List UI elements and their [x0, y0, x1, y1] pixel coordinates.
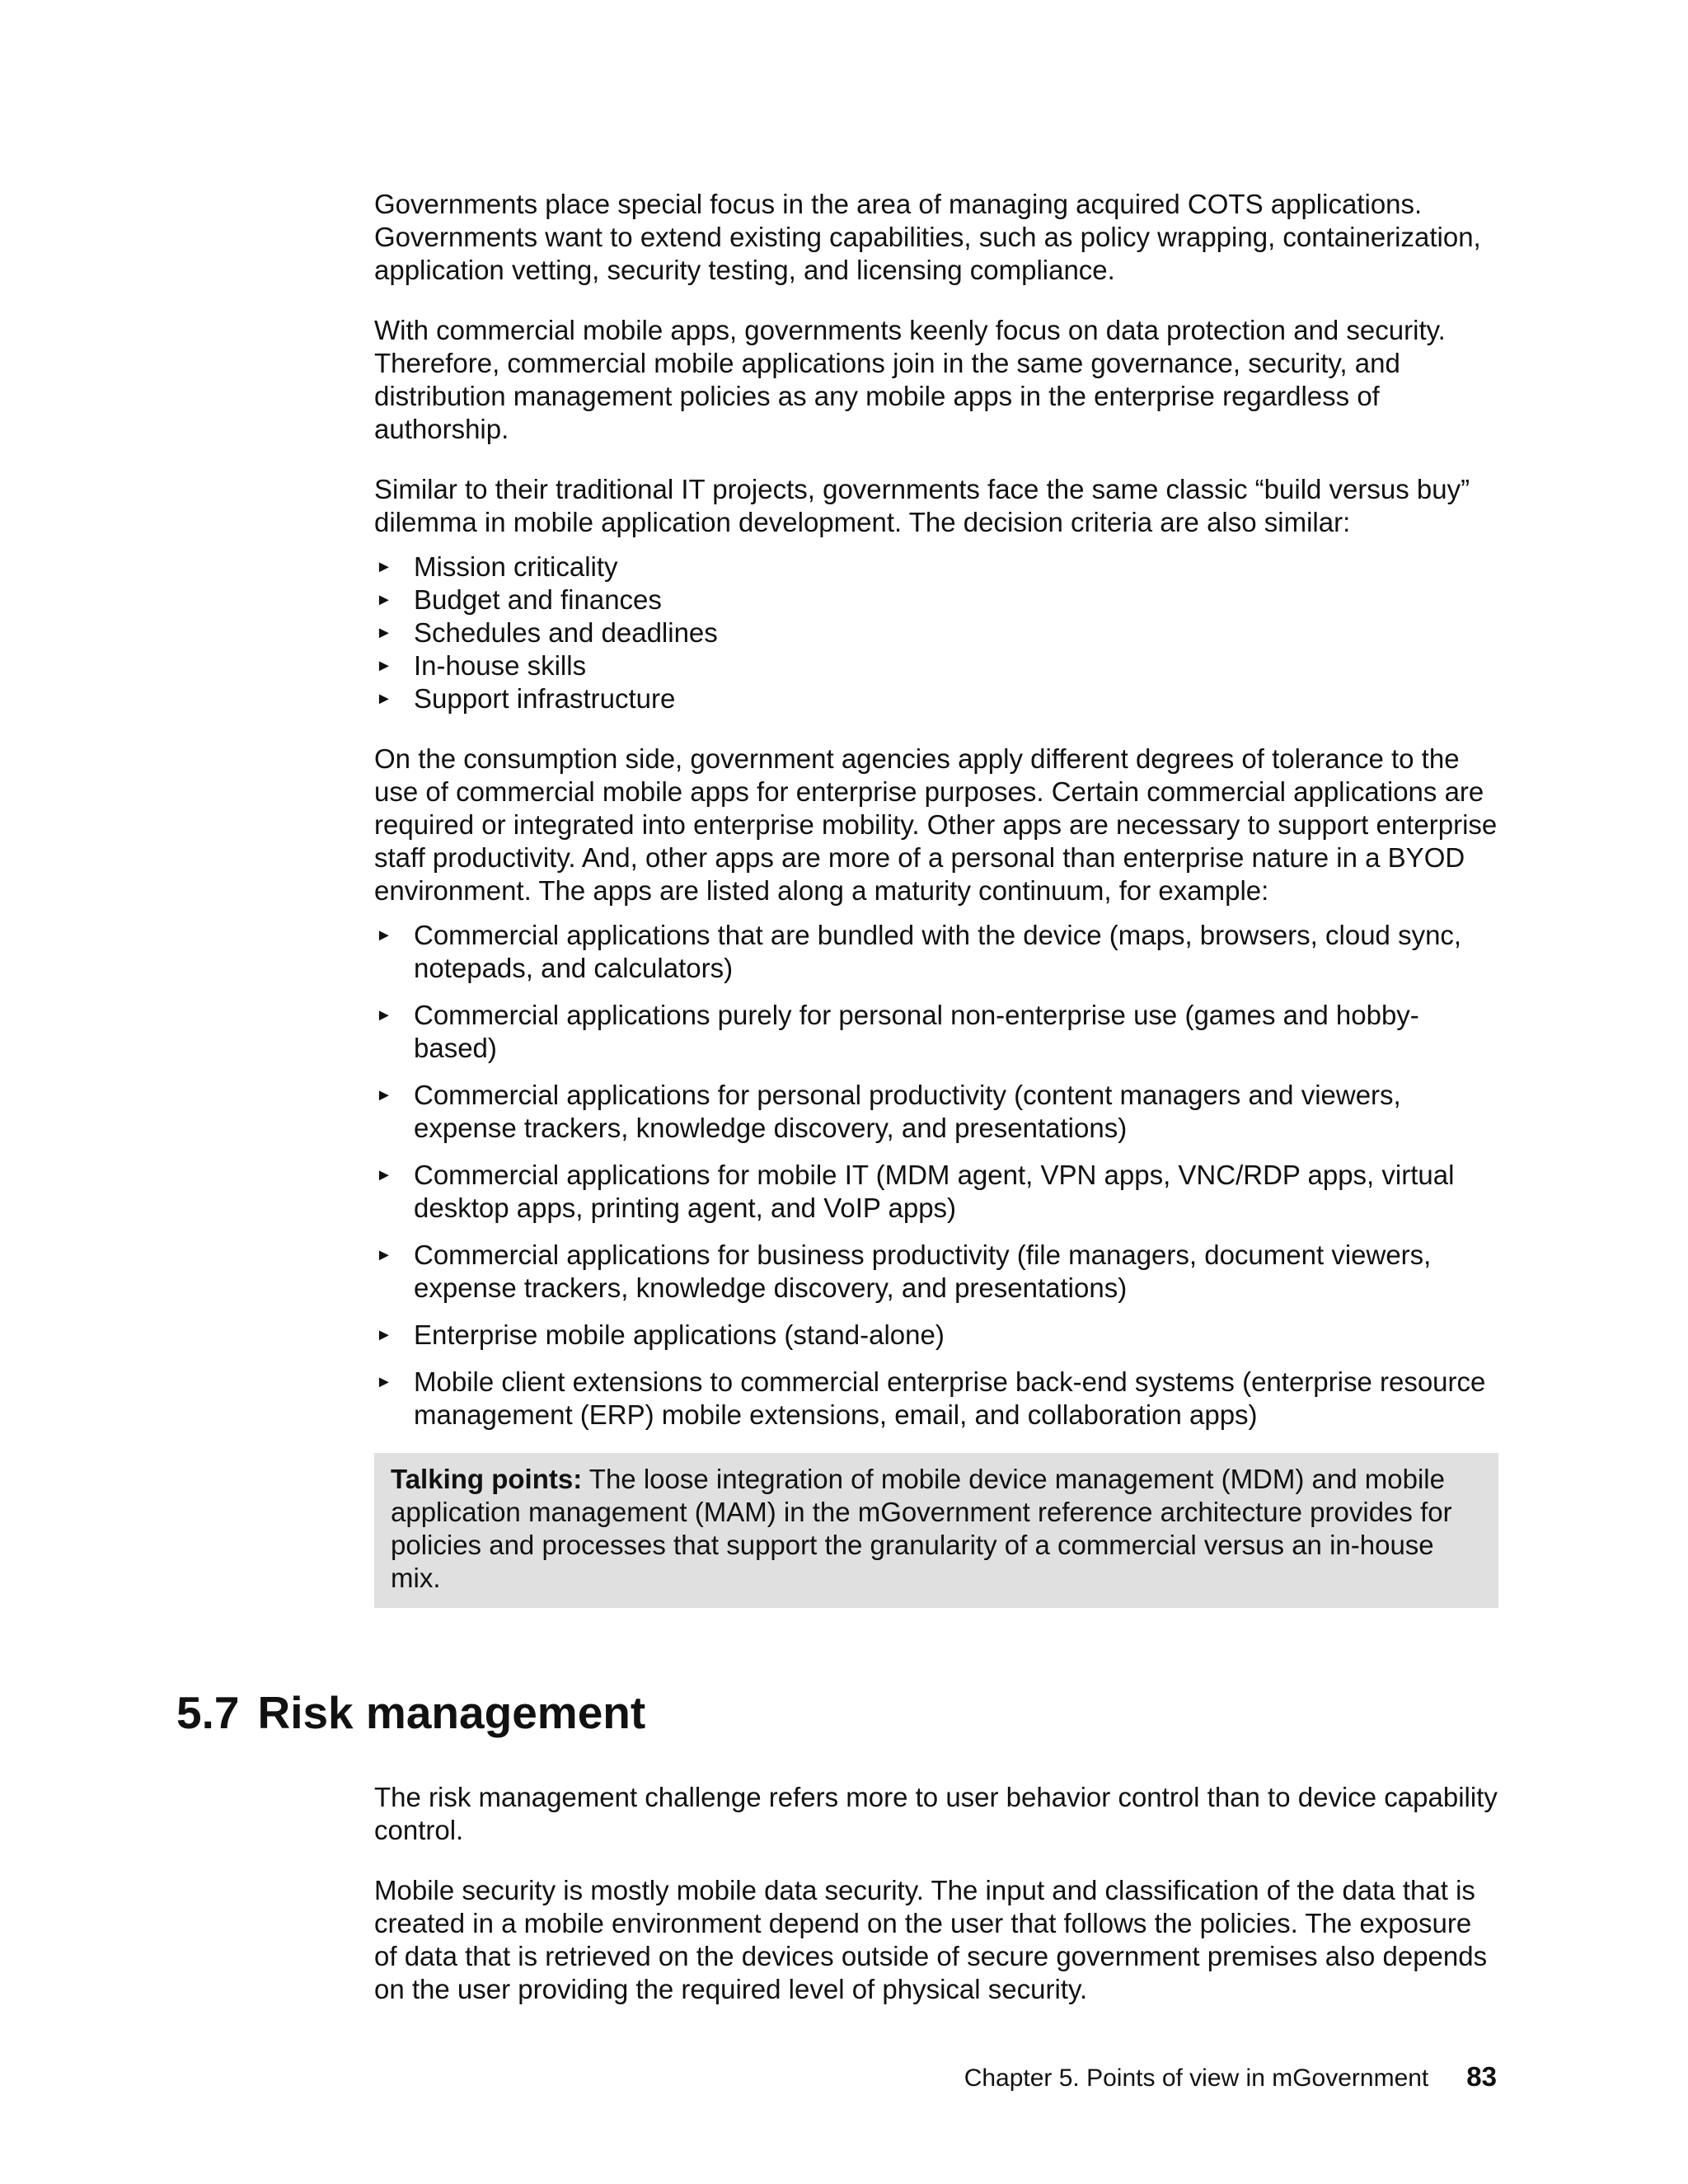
bullet-triangle-icon: ►: [376, 558, 392, 576]
list-item: ► Commercial applications that are bundled with the device (maps, browsers, cloud sync, notepads, and calculators): [376, 920, 1462, 983]
section-heading: [176, 1685, 645, 1740]
main-content: [374, 188, 1498, 1608]
list-item: ► Commercial applications for mobile IT (MDM agent, VPN apps, VNC/RDP apps, virtual desktop apps, printing agent, and VoIP apps): [376, 1160, 1455, 1223]
paragraph-consumption-side: On the consumption side, government agencies apply different degrees of tolerance to the use of commercial mobile apps for enterprise purposes. Certain commercial applications are required or integrated into enterprise mobility. Other apps are necessary to support enterprise staff productivity. And, other apps are more of a personal than enterprise nature in a BYOD environment. The apps are listed along a maturity continuum, for example:: [374, 743, 1498, 906]
list-item: ► In-house skills: [376, 650, 587, 681]
bullet-triangle-icon: ►: [376, 1086, 392, 1104]
bullet-triangle-icon: ►: [376, 657, 392, 675]
list-item: ► Commercial applications for personal productivity (content managers and viewers, expense trackers, knowledge discovery, and presentations): [376, 1080, 1401, 1143]
callout-text: The loose integration of mobile device management (MDM) and mobile application management (MAM) in the mGovernment reference architecture provides for policies and processes that support the granularity of a commercial versus an in-house mix.: [391, 1464, 1452, 1593]
paragraph-risk-challenge: The risk management challenge refers more to user behavior control than to device capability control.: [374, 1782, 1498, 1845]
paragraph-commercial-apps: With commercial mobile apps, governments keenly focus on data protection and security. Therefore, commercial mobile applications join in the same governance, security, and distribution management policies as any mobile apps in the enterprise regardless of authorship.: [374, 315, 1446, 444]
bullet-triangle-icon: ►: [376, 624, 392, 642]
criteria-list: [374, 551, 1498, 715]
bullet-triangle-icon: ►: [376, 1006, 392, 1024]
list-item: ► Schedules and deadlines: [376, 617, 718, 648]
footer-chapter-title: Chapter 5. Points of view in mGovernment: [964, 2064, 1429, 2092]
maturity-continuum-list: [374, 919, 1498, 1432]
section-content: [374, 1781, 1498, 2033]
paragraph-cots: Governments place special focus in the area of managing acquired COTS applications. Governments want to extend existing capabilities, such as policy wrapping, containerization, application vetting, security testing, and licensing compliance.: [374, 189, 1481, 285]
section-title: Risk management: [257, 1687, 646, 1738]
bullet-triangle-icon: ►: [376, 591, 392, 609]
list-item: ► Support infrastructure: [376, 683, 676, 714]
callout-label: Talking points:: [391, 1464, 583, 1494]
list-item: ► Enterprise mobile applications (stand-alone): [376, 1319, 945, 1350]
page-number: 83: [1466, 2061, 1497, 2092]
list-item: ► Mobile client extensions to commercial enterprise back-end systems (enterprise resource management (ERP) mobile extensions, email, and collaboration apps): [376, 1366, 1486, 1430]
list-item: ► Commercial applications for business productivity (file managers, document viewers, expense trackers, knowledge discovery, and presentations): [376, 1240, 1432, 1303]
talking-points-callout: [374, 1453, 1498, 1608]
list-item: ► Commercial applications purely for personal non-enterprise use (games and hobby-based): [376, 1000, 1419, 1063]
paragraph-mobile-security: Mobile security is mostly mobile data security. The input and classification of the data that is created in a mobile environment depend on the user that follows the policies. The exposure of data that is retrieved on the devices outside of secure government premises also depends on the user providing the required level of physical security.: [374, 1875, 1488, 2004]
bullet-triangle-icon: ►: [376, 690, 392, 708]
paragraph-build-vs-buy: Similar to their traditional IT projects, governments face the same classic “build versus buy” dilemma in mobile application development. The decision criteria are also similar:: [374, 474, 1470, 537]
bullet-triangle-icon: ►: [376, 926, 392, 944]
page-footer: [964, 2060, 1497, 2095]
bullet-triangle-icon: ►: [376, 1373, 392, 1391]
bullet-triangle-icon: ►: [376, 1246, 392, 1264]
bullet-triangle-icon: ►: [376, 1326, 392, 1344]
bullet-triangle-icon: ►: [376, 1166, 392, 1184]
list-item: ► Mission criticality: [376, 551, 618, 582]
list-item: ► Budget and finances: [376, 584, 662, 615]
section-number: 5.7: [176, 1687, 240, 1738]
